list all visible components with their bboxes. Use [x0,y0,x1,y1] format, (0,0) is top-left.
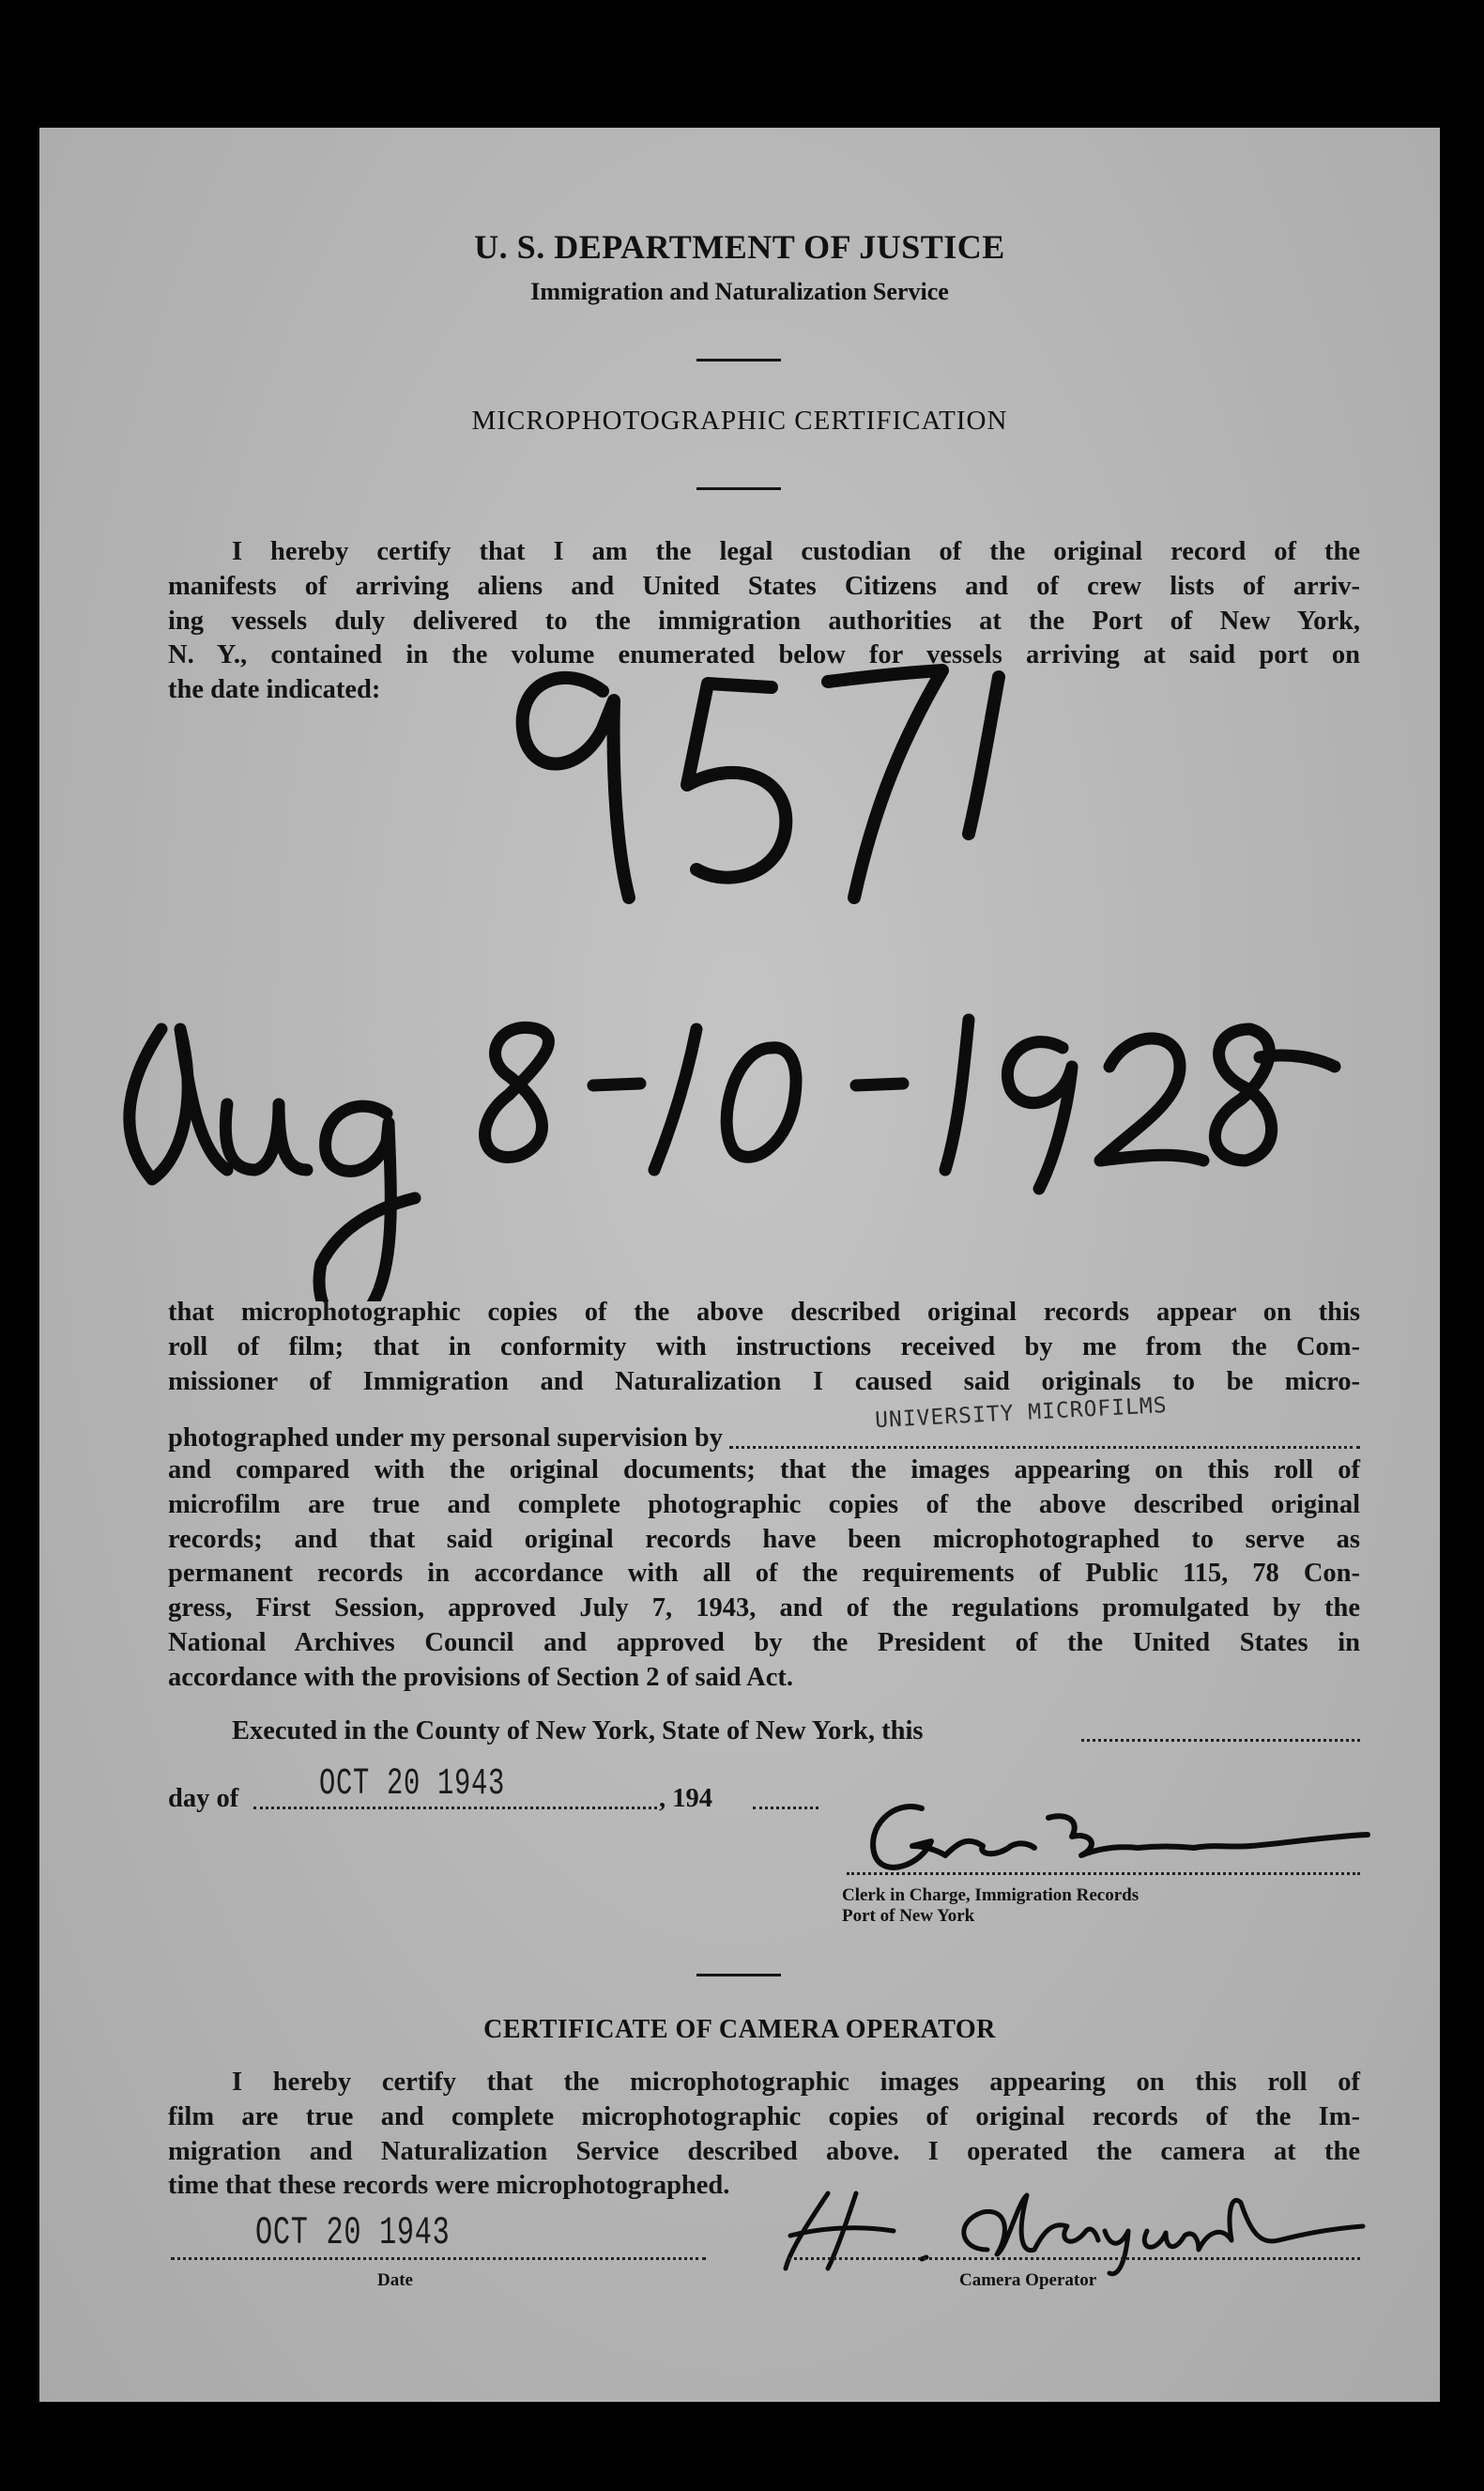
intro-line: I hereby certify that I am the legal custodian of the original record of the [232,537,1360,566]
date-label: Date [377,2270,413,2290]
supervision-label: photographed under my personal supervision by [168,1423,723,1453]
body-line: and compared with the original documents; that the images appearing on this roll of [168,1455,1360,1484]
clerk-signature-line [847,1872,1360,1875]
camera-certificate-title: CERTIFICATE OF CAMERA OPERATOR [483,2015,996,2044]
date-dotted-line [171,2257,706,2260]
body-line: records; and that said original records have been microphotographed to serve as [168,1524,1360,1554]
handwritten-date-range [39,128,1440,1301]
body-line: missioner of Immigration and Naturalization I caused said originals to be micro- [168,1366,1360,1396]
intro-line: N. Y., contained in the volume enumerated below for vessels arriving at said port on [168,640,1360,670]
filmed-by-dotted-line [729,1446,1360,1449]
camera-date-stamp: OCT 20 1943 [255,2210,451,2255]
executed-line: Executed in the County of New York, State of New York, this [232,1716,924,1745]
day-of-dotted-line [253,1807,657,1809]
camera-line: time that these records were microphotographed. [168,2171,730,2201]
clerk-signature [856,1790,1382,1893]
camera-operator-signature [772,2175,1372,2278]
filmed-by-stamp: UNIVERSITY MICROFILMS [874,1392,1169,1434]
clerk-title: Clerk in Charge, Immigration Records [842,1885,1140,1905]
divider-3 [696,1974,781,1976]
body-line: microfilm are true and complete photographic copies of the above described original [168,1489,1360,1519]
certification-title: MICROPHOTOGRAPHIC CERTIFICATION [471,406,1008,436]
body-line: permanent records in accordance with all of the requirements of Public 115, 78 Con- [168,1559,1360,1589]
intro-line: manifests of arriving aliens and United States Citizens and of crew lists of arriv- [168,571,1360,601]
body-paragraph-a [168,1296,1360,1399]
certification-document [39,128,1440,2402]
camera-line: film are true and complete microphotographic copies of original records of the Im- [168,2101,1360,2131]
body-line: that microphotographic copies of the above described original records appear on this [168,1298,1360,1327]
camera-operator-dotted-line [788,2257,1360,2260]
clerk-port: Port of New York [842,1906,975,1926]
department-heading: U. S. DEPARTMENT OF JUSTICE [474,228,1005,266]
camera-operator-label: Camera Operator [959,2270,1097,2290]
intro-line: ing vessels duly delivered to the immigration authorities at the Port of New York, [168,606,1360,636]
executed-dotted-line [1081,1739,1360,1742]
body-line: gress, First Session, approved July 7, 1943, and of the regulations promulgated by the [168,1593,1360,1623]
body-line: National Archives Council and approved by the President of the United States in [168,1627,1360,1657]
year-prefix: , 194 [659,1784,712,1813]
year-dotted-line [753,1807,818,1809]
service-subheading: Immigration and Naturalization Service [530,278,949,305]
body-line: accordance with the provisions of Section 2 of said Act. [168,1662,794,1692]
body-paragraph-b [168,1453,1360,1696]
intro-line: the date indicated: [168,675,381,705]
camera-line: I hereby certify that the microphotographic images appearing on this roll of [232,2068,1360,2097]
camera-line: migration and Naturalization Service described above. I operated the camera at the [168,2136,1360,2166]
body-line: roll of film; that in conformity with instructions received by me from the Com- [168,1331,1360,1361]
execution-date-stamp: OCT 20 1943 [319,1763,506,1806]
day-of-label: day of [168,1784,239,1813]
